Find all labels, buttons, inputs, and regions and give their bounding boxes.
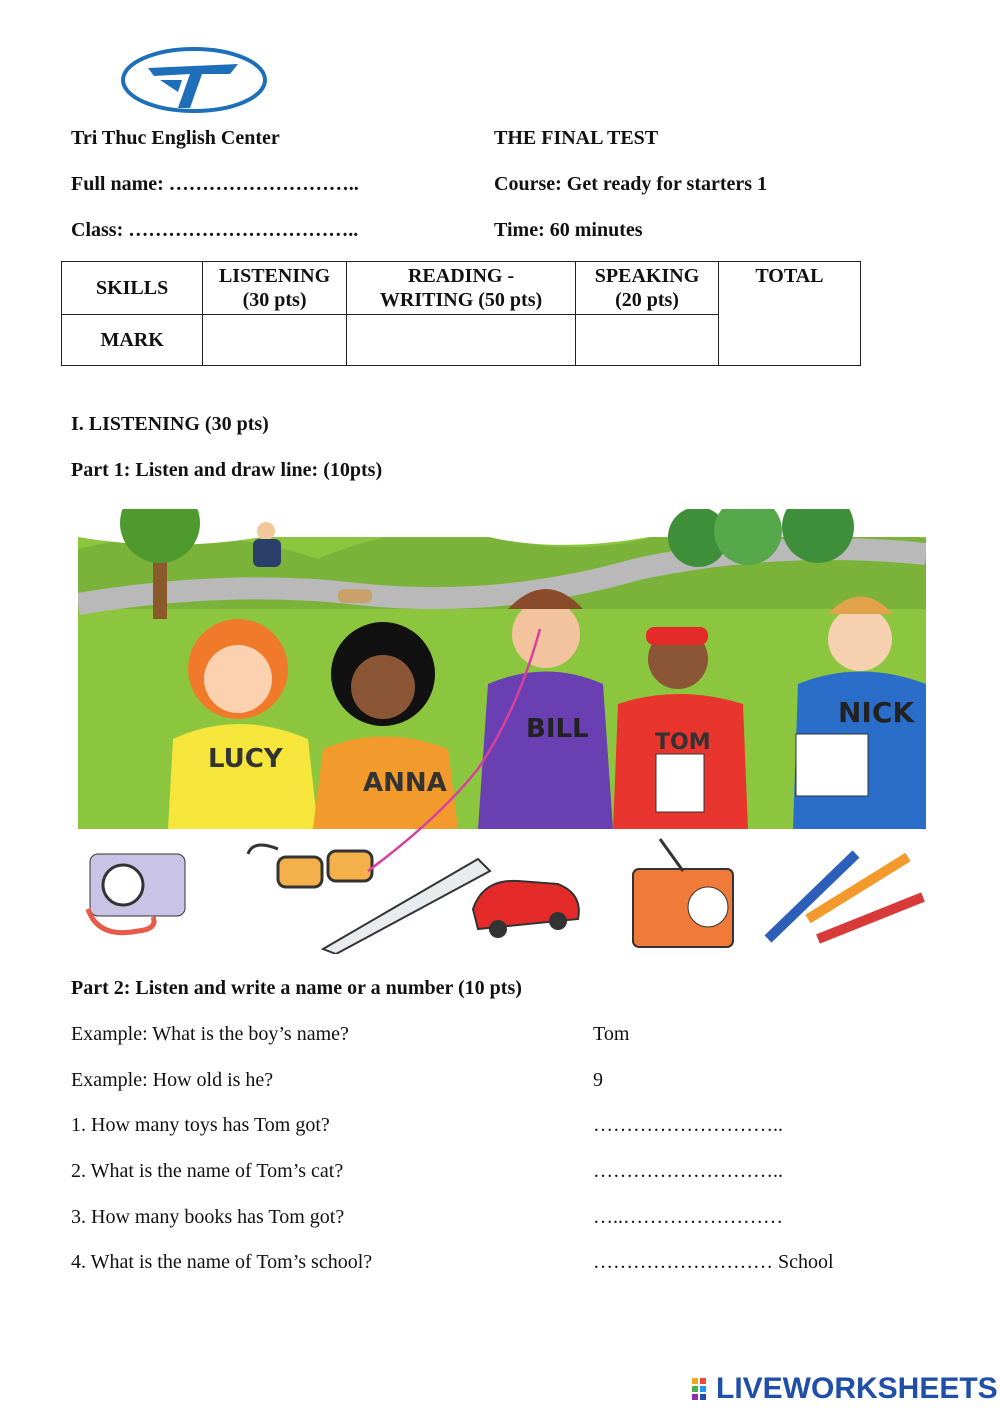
mark-label: MARK: [62, 315, 203, 366]
test-title: THE FINAL TEST: [494, 127, 659, 149]
center-name: Tri Thuc English Center: [71, 127, 280, 149]
total-header: TOTAL: [718, 262, 860, 366]
logo: [120, 46, 270, 114]
time-label: Time: 60 minutes: [494, 219, 643, 241]
part1-title: Part 1: Listen and draw line: (10pts): [71, 459, 383, 481]
liveworksheets-brand[interactable]: LIVEWORKSHEETS: [716, 1372, 998, 1405]
question-1: 1. How many toys has Tom got?: [71, 1114, 330, 1136]
shirt-name-nick: NICK: [838, 696, 915, 729]
question-2: 2. What is the name of Tom’s cat?: [71, 1160, 344, 1182]
shirt-name-tom: TOM: [655, 730, 711, 755]
reading-writing-mark-cell[interactable]: [346, 315, 575, 366]
question-4: 4. What is the name of Tom’s school?: [71, 1251, 373, 1273]
score-table: [61, 261, 861, 366]
listening-picture: [78, 509, 926, 954]
course-label: Course: Get ready for starters 1: [494, 173, 768, 195]
shirt-name-lucy: LUCY: [208, 744, 283, 774]
answer-1-field[interactable]: ………………………..: [593, 1114, 783, 1136]
reading-writing-header: READING - WRITING (50 pts): [346, 262, 575, 315]
answer-4-field[interactable]: ……………………… School: [593, 1251, 834, 1273]
answer-2-field[interactable]: ………………………..: [593, 1160, 783, 1182]
question-3: 3. How many books has Tom got?: [71, 1206, 345, 1228]
answer-3-field[interactable]: …..……………………: [593, 1206, 783, 1228]
answer-example-1: Tom: [593, 1023, 630, 1045]
listening-section-title: I. LISTENING (30 pts): [71, 413, 269, 435]
liveworksheets-logo-icon: [692, 1378, 712, 1400]
part2-title: Part 2: Listen and write a name or a number (10 pts): [71, 977, 522, 999]
shirt-name-bill: BILL: [526, 714, 589, 744]
speaking-header: SPEAKING (20 pts): [576, 262, 719, 315]
listening-mark-cell[interactable]: [203, 315, 347, 366]
listening-header: LISTENING (30 pts): [203, 262, 347, 315]
skills-header: SKILLS: [62, 262, 203, 315]
question-example-2: Example: How old is he?: [71, 1069, 274, 1091]
class-field[interactable]: Class: ……………………………..: [71, 219, 359, 241]
question-example-1: Example: What is the boy’s name?: [71, 1023, 349, 1045]
shirt-name-anna: ANNA: [363, 768, 447, 798]
answer-example-2: 9: [593, 1069, 603, 1091]
dog: [338, 589, 372, 603]
full-name-field[interactable]: Full name: ………………………..: [71, 173, 359, 195]
speaking-mark-cell[interactable]: [576, 315, 719, 366]
